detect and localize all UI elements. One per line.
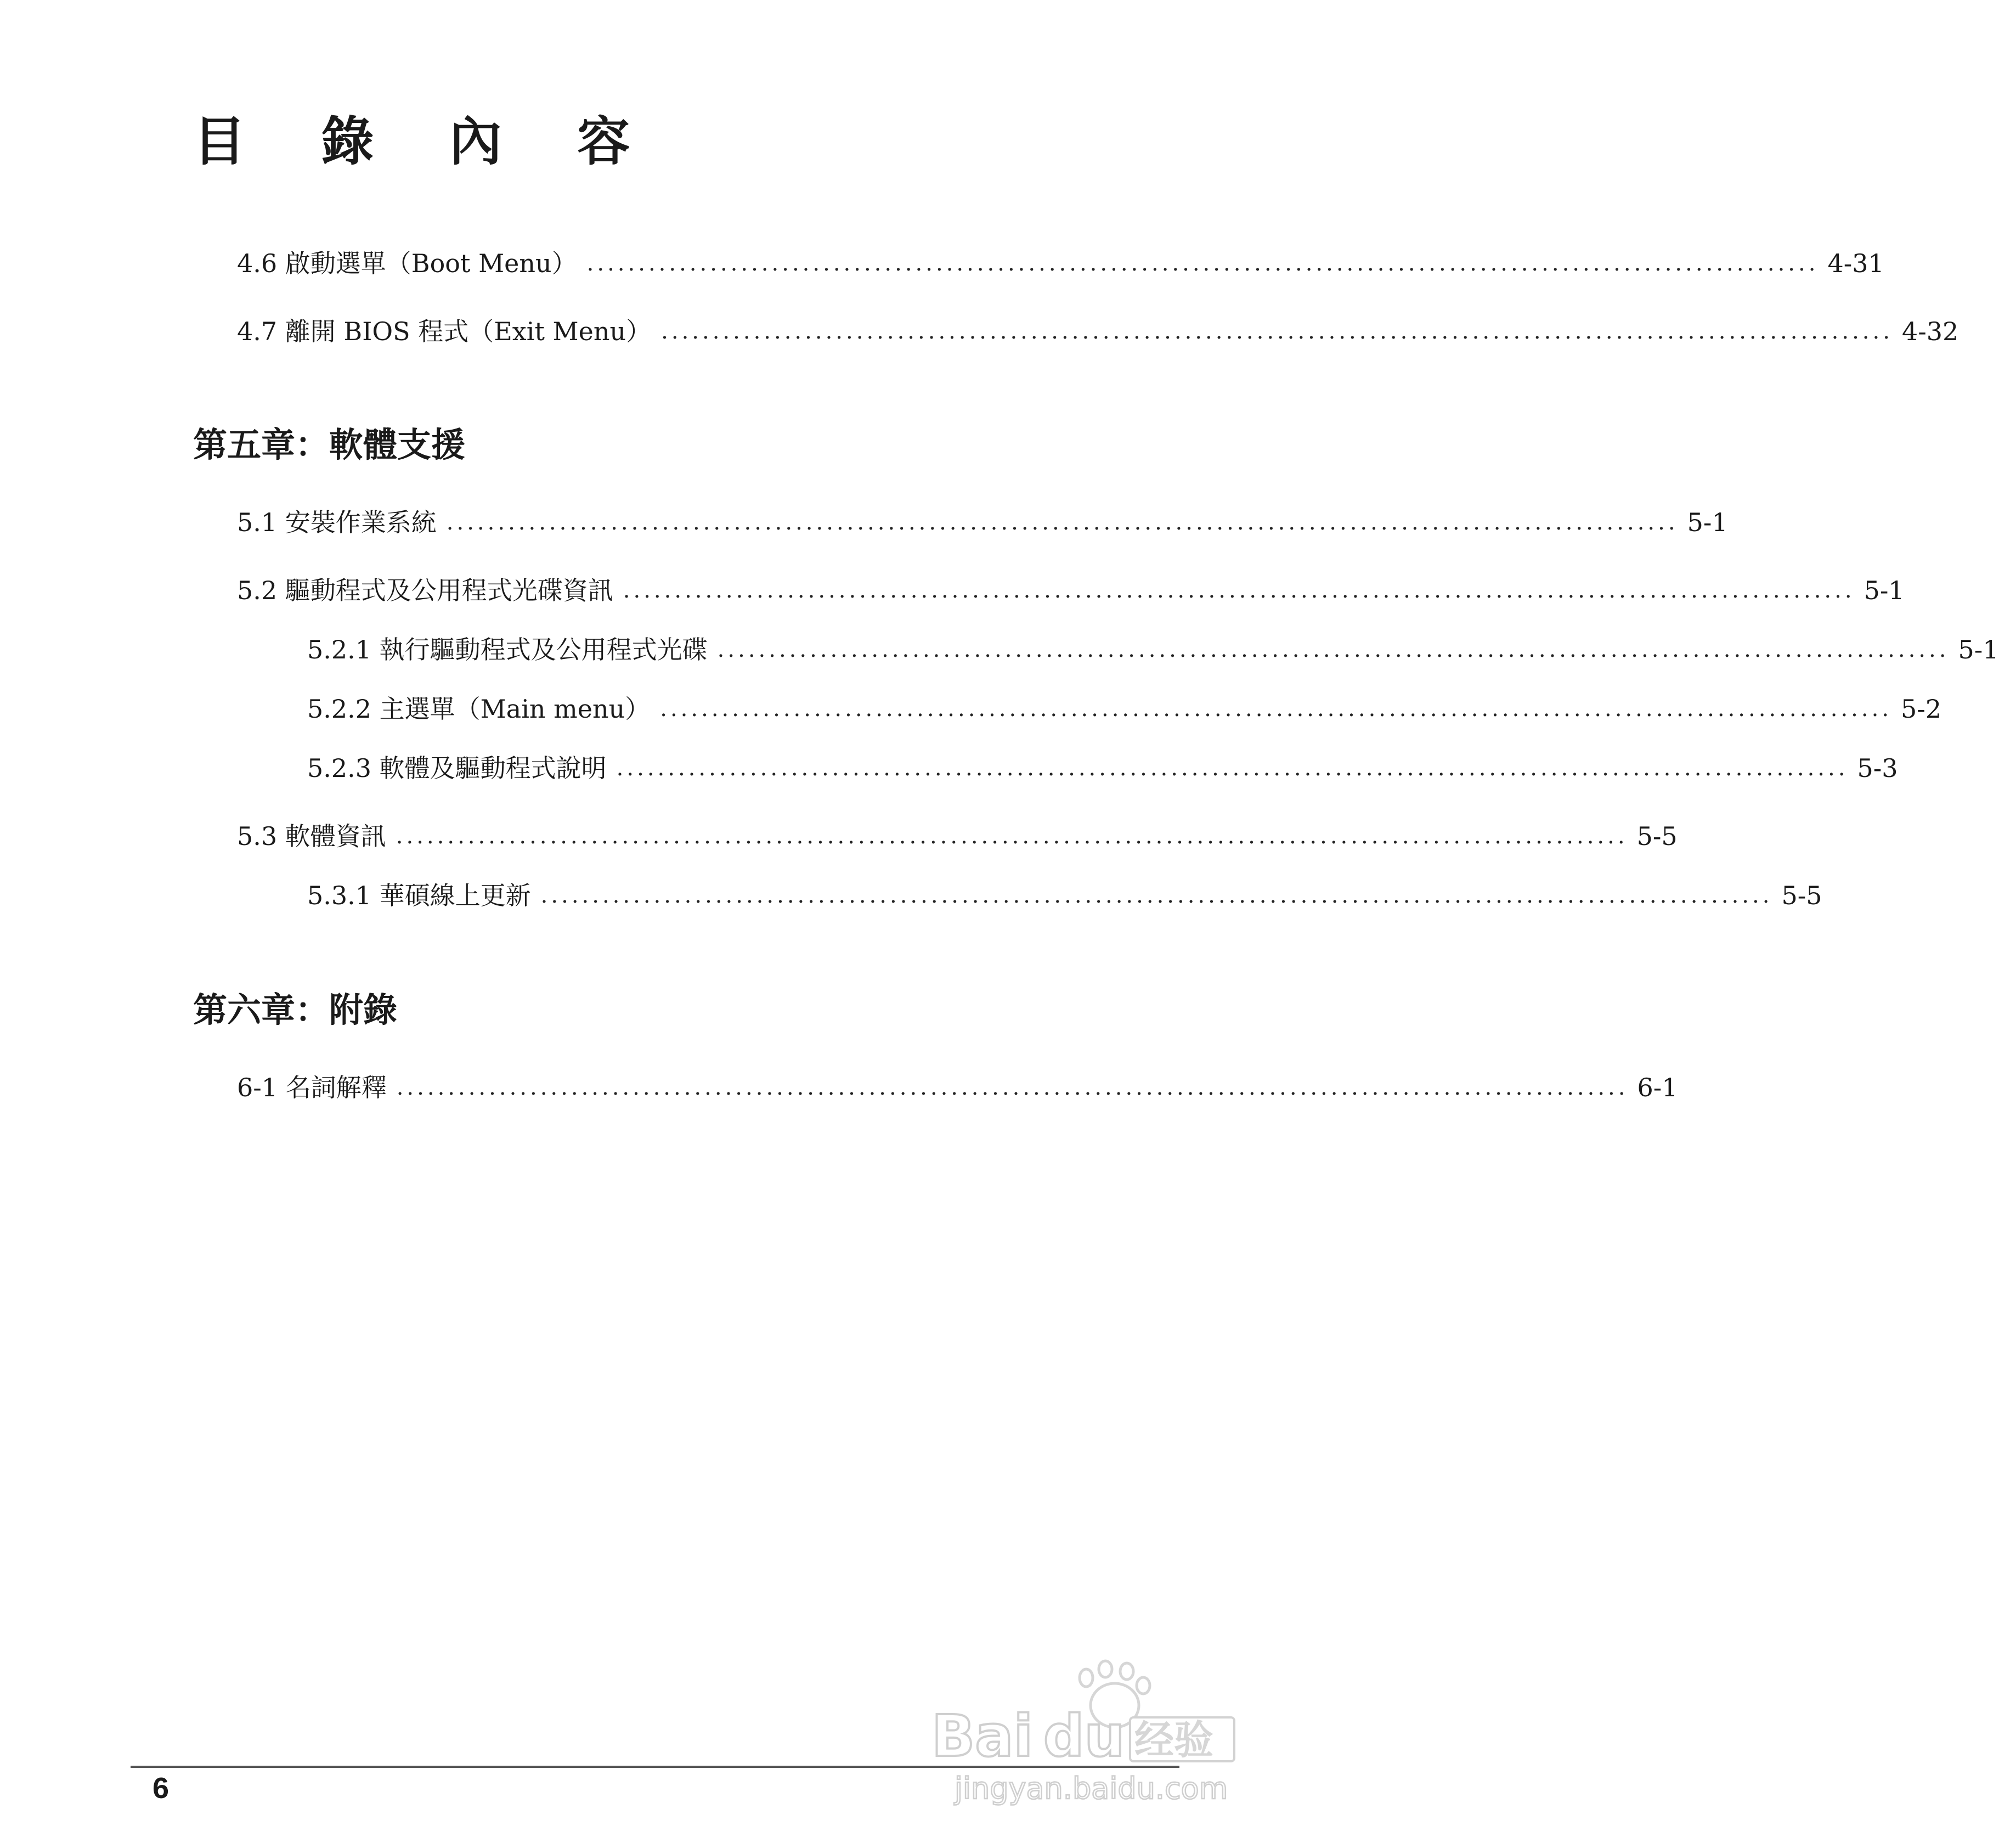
toc-entry[interactable] — [307, 752, 1898, 785]
toc-entry-page: 5-2 — [1901, 694, 1942, 724]
toc-entry[interactable] — [237, 247, 1884, 280]
toc-leader-dots: ........................................................................................................................ — [396, 824, 1628, 849]
toc-entry[interactable] — [307, 692, 1942, 725]
page-title: 目 錄 內 容 — [193, 111, 659, 172]
toc-entry-label: 5.1 安裝作業系統 — [237, 508, 437, 537]
toc-entry-label: 4.6 啟動選單（Boot Menu） — [237, 249, 577, 278]
toc-entry-page: 5-1 — [1864, 576, 1905, 605]
chapter-heading: 第五章：軟體支援 — [193, 425, 466, 465]
toc-leader-dots: ........................................................................................................................ — [396, 1075, 1629, 1100]
toc-entry-label: 6-1 名詞解釋 — [237, 1073, 387, 1102]
toc-entry[interactable] — [307, 879, 1822, 912]
toc-entry-page: 4-32 — [1901, 317, 1959, 346]
svg-text:jingyan.baidu.com: jingyan.baidu.com — [955, 1771, 1228, 1806]
toc-entry-label: 5.3 軟體資訊 — [237, 821, 386, 851]
toc-leader-dots: ........................................................................................................................ — [661, 319, 1893, 344]
toc-entry-label: 5.2 驅動程式及公用程式光碟資訊 — [237, 576, 613, 605]
toc-entry-page: 5-1 — [1687, 508, 1728, 537]
toc-entry-page: 5-1 — [1958, 635, 1999, 664]
toc-entry-label: 5.2.3 軟體及驅動程式說明 — [307, 753, 607, 783]
toc-entry[interactable] — [237, 1071, 1678, 1104]
toc-leader-dots: ........................................................................................................................ — [586, 251, 1819, 276]
toc-entry[interactable] — [237, 315, 1959, 348]
toc-leader-dots: ........................................................................................................................ — [660, 696, 1893, 722]
toc-entry[interactable] — [237, 506, 1728, 539]
toc-leader-dots: ........................................................................................................................ — [540, 883, 1773, 908]
toc-entry-page: 5-5 — [1781, 881, 1822, 910]
page-number: 6 — [153, 1772, 170, 1805]
toc-leader-dots: ........................................................................................................................ — [446, 510, 1679, 535]
toc-leader-dots: ........................................................................................................................ — [717, 637, 1950, 662]
toc-entry-page: 4-31 — [1827, 249, 1884, 278]
toc-entry[interactable] — [237, 820, 1678, 853]
toc-entry-page: 6-1 — [1637, 1073, 1678, 1102]
toc-leader-dots: ........................................................................................................................ — [623, 578, 1855, 603]
footer-rule — [131, 1766, 1179, 1768]
svg-text:经验: 经验 — [1134, 1717, 1214, 1763]
toc-entry-label: 5.3.1 華碩線上更新 — [307, 881, 531, 910]
toc-entry[interactable] — [307, 633, 1999, 666]
toc-leader-dots: ........................................................................................................................ — [616, 756, 1849, 781]
toc-entry-label: 5.2.1 執行驅動程式及公用程式光碟 — [307, 635, 708, 664]
toc-entry-page: 5-3 — [1857, 753, 1898, 783]
svg-text:Bai: Bai — [931, 1703, 1034, 1770]
toc-entry-label: 5.2.2 主選單（Main menu） — [307, 694, 651, 724]
svg-text:du: du — [1043, 1703, 1125, 1770]
baidu-watermark-logo — [927, 1663, 1245, 1811]
toc-entry-label: 4.7 離開 BIOS 程式（Exit Menu） — [237, 317, 652, 346]
toc-entry[interactable] — [237, 574, 1905, 607]
toc-entry-page: 5-5 — [1636, 821, 1678, 851]
chapter-heading: 第六章：附錄 — [193, 990, 398, 1030]
